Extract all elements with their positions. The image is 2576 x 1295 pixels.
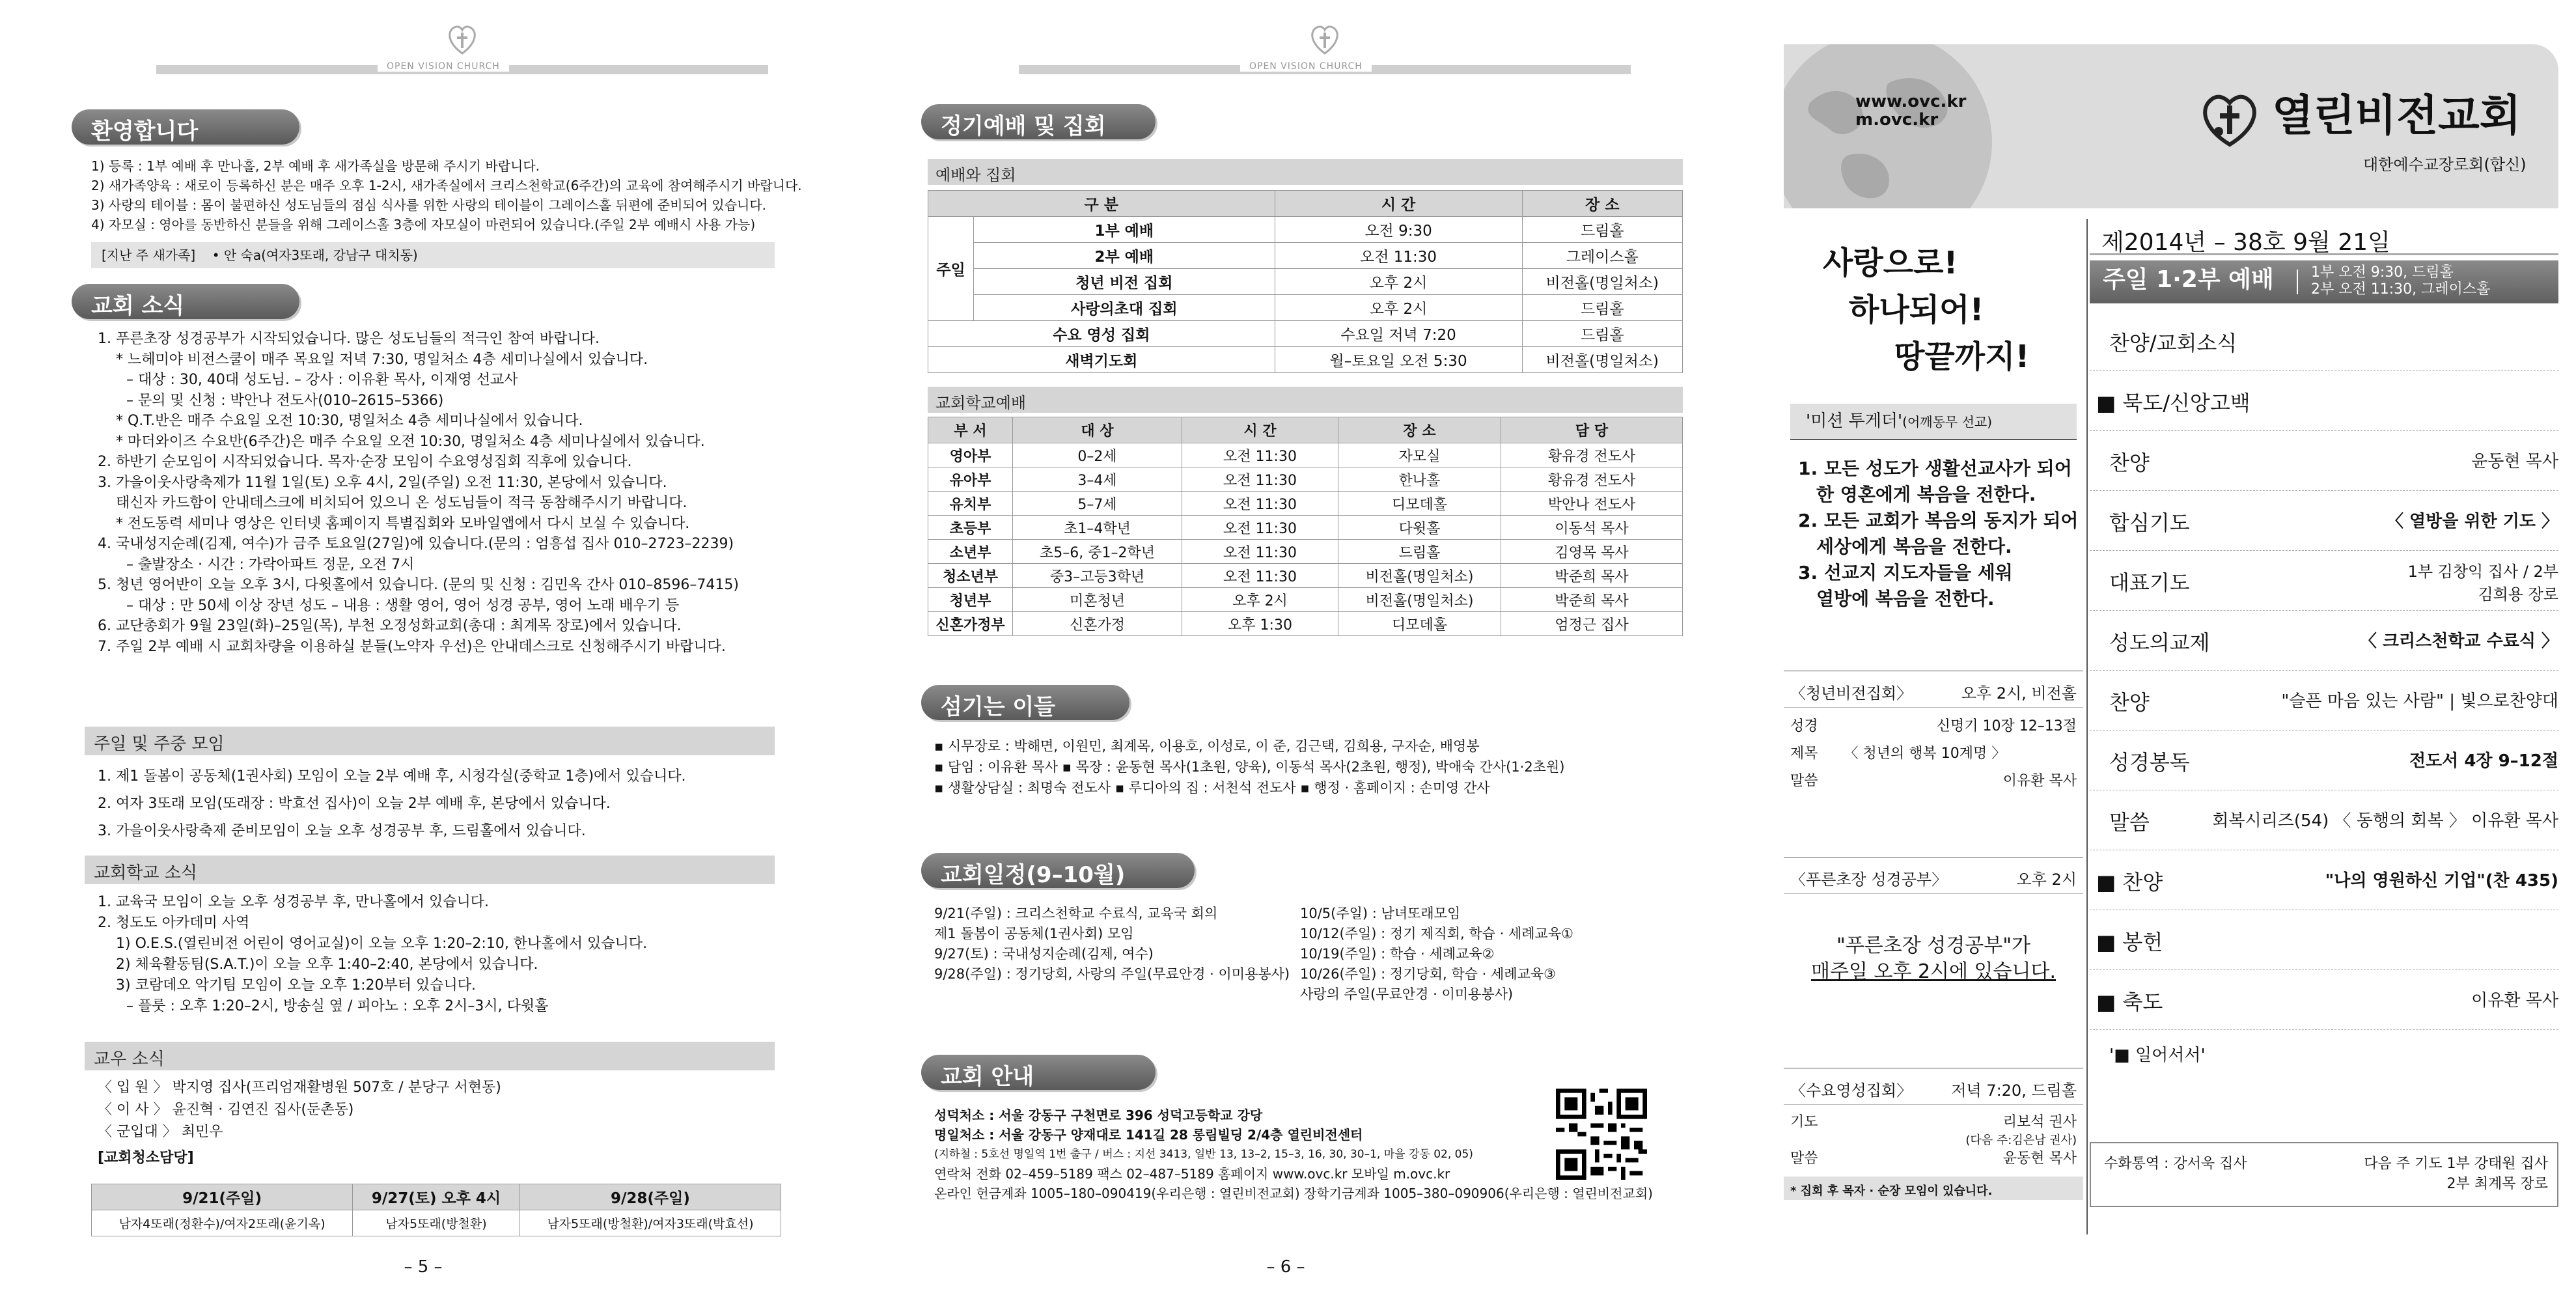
clean-head: 9/21(주일)	[92, 1184, 353, 1210]
school-head: 담 당	[1501, 417, 1683, 443]
welcome-line: 4) 자모실 : 영아를 동반하신 분들을 위해 그레이스홀 3층에 자모실이 마련되어 있습니다.(주일 2부 예배시 사용 가능)	[91, 217, 756, 232]
slogan-line: 땅끝까지!	[1894, 339, 2030, 375]
order-detail: "나의 영원하신 기업"(찬 435)	[2325, 871, 2558, 891]
schedule-right	[1300, 904, 1573, 1005]
column-divider	[2086, 219, 2088, 1234]
youth-key: 제목	[1790, 745, 1818, 762]
schedule-left	[934, 904, 1290, 984]
order-item: 찬양/교회소식	[2109, 331, 2237, 355]
order-detail: 〈 크리스천학교 수료식 〉	[2359, 632, 2558, 651]
school-rows	[928, 443, 1683, 636]
youth-rows	[1784, 708, 2083, 795]
worship-cell: 월–토요일 오전 5:30	[1275, 347, 1522, 373]
schedule-line: 9/21(주일) : 크리스천학교 수료식, 교육국 회의	[934, 906, 1218, 921]
wed-time: 저녁 7:20, 드림홀	[1951, 1081, 2077, 1100]
schedule-line: 사랑의 주일(무료안경 · 이미용봉사)	[1300, 986, 1514, 1002]
school-table	[928, 417, 1683, 636]
worship-cell: 오후 2시	[1275, 269, 1522, 295]
news-line: – 대상 : 만 50세 이상 장년 성도 – 내용 : 생활 영어, 영어 성경 공부, 영어 노래 배우기 등	[126, 597, 680, 614]
welcome-line: 1) 등록 : 1부 예배 후 만나홀, 2부 예배 후 새가족실을 방문해 주시기 바랍니다.	[91, 158, 540, 174]
service-time: 2부 오전 11:30, 그레이스홀	[2311, 281, 2491, 298]
school-line: 1. 교육국 모임이 오늘 오후 성경공부 후, 만나홀에서 있습니다.	[98, 894, 489, 910]
school-line: 3) 코람데오 악기팀 모임이 오늘 오후 1:20부터 있습니다.	[116, 977, 476, 994]
mission-line: 열방에 복음을 전한다.	[1816, 588, 1995, 609]
school-cell: 오전 11:30	[1182, 564, 1338, 588]
wed-title: 〈수요영성집회〉	[1790, 1081, 1913, 1100]
order-row	[2090, 792, 2558, 850]
bible-notice-line: "푸른초장 성경공부"가	[1836, 934, 2030, 957]
school-line: 2. 청도도 아카데미 사역	[98, 915, 250, 931]
school-cell: 박안나 전도사	[1501, 492, 1683, 516]
youth-key: 말씀	[1790, 773, 1818, 789]
school-list	[98, 892, 647, 1017]
worship-table	[928, 190, 1683, 373]
order-row	[2090, 672, 2558, 731]
denomination: 대한예수교장로회(합신)	[2363, 156, 2527, 174]
school-cell: 오전 11:30	[1182, 443, 1338, 467]
school-head: 시 간	[1182, 417, 1338, 443]
order-item: 성도의교제	[2109, 630, 2210, 655]
duty-line: 다음 주 기도 1부 강태원 집사	[2364, 1156, 2548, 1172]
mission-line: 2. 모든 교회가 복음의 동지가 되어	[1798, 510, 2079, 531]
order-detail: 1부 김창익 집사 / 2부 김희용 장로	[2407, 563, 2558, 604]
order-item: ■ 묵도/신앙고백	[2096, 391, 2251, 415]
news-list	[98, 329, 739, 657]
school-head: 부 서	[928, 417, 1013, 443]
info-line: 연락처 전화 02–459–5189 팩스 02–487–5189 홈페이지 www.ovc.kr 모바일 m.ovc.kr	[934, 1166, 1450, 1182]
worship-cell: 2부 예배	[974, 243, 1275, 269]
news-line: * Q.T.반은 매주 수요일 오전 10:30, 명일처소 4층 세미나실에서 있습니다.	[116, 413, 583, 429]
mission-line: 1. 모든 성도가 생활선교사가 되어	[1798, 458, 2072, 479]
welcome-title: 환영합니다	[72, 109, 299, 145]
order-row	[2090, 432, 2558, 491]
worship-cell: 새벽기도회	[928, 347, 1275, 373]
school-cell: 오전 11:30	[1182, 492, 1338, 516]
schedule-title: 교회일정(9–10월)	[921, 853, 1195, 888]
youth-key: 성경	[1790, 718, 1818, 734]
school-cell: 오후 2시	[1182, 588, 1338, 612]
schedule-line: 제1 돌봄이 공동체(1권사회) 모임	[934, 926, 1134, 941]
school-cell: 황유경 전도사	[1501, 467, 1683, 492]
page-header	[1019, 20, 1631, 85]
school-line: 2) 체육활동팀(S.A.T.)이 오늘 오후 1:40–2:40, 본당에서 있습니다.	[116, 956, 538, 973]
wed-key: 기도	[1790, 1114, 1818, 1130]
schedule-line: 10/26(주일) : 정기당회, 학습 · 세례교육③	[1300, 966, 1556, 982]
school-cell: 드림홀	[1338, 540, 1501, 564]
order-row	[2090, 313, 2558, 371]
staff-line: ▪ 생활상담실 : 최명숙 전도사 ▪ 루디아의 집 : 서천석 전도사 ▪ 행정 · 홈페이지 : 손미영 간사	[934, 780, 1490, 796]
member-line: 〈 입 원 〉 박지영 집사(프리엄재활병원 507호 / 분당구 서현동)	[98, 1079, 501, 1096]
worship-cell: 1부 예배	[974, 217, 1275, 243]
mission-sub: (어깨동무 선교)	[1902, 414, 1993, 430]
last-week-box	[91, 242, 775, 268]
worship-cell: 비전홀(명일처소)	[1522, 347, 1682, 373]
page-6	[863, 0, 1709, 1295]
youth-time: 오후 2시, 비전홀	[1961, 684, 2077, 703]
school-head: 대 상	[1013, 417, 1182, 443]
schedule-line: 10/19(주일) : 학습 · 세례교육②	[1300, 946, 1495, 962]
worship-cell: 청년 비전 집회	[974, 269, 1275, 295]
bible-notice	[1784, 894, 2083, 985]
church-logo-icon	[1305, 20, 1344, 59]
gather-line: 3. 가을이웃사랑축제 준비모임이 오늘 오후 성경공부 후, 드림홀에서 있습니다.	[98, 823, 586, 839]
church-en-name: OPEN VISION CHURCH	[378, 61, 509, 72]
last-week-label: [지난 주 새가족]	[102, 247, 196, 263]
order-row	[2090, 1031, 2558, 1077]
worship-cell: 오전 11:30	[1275, 243, 1522, 269]
worship-cell: 수요일 저녁 7:20	[1275, 321, 1522, 347]
news-line: – 문의 및 신청 : 박안나 전도사(010–2615–5366)	[126, 392, 444, 409]
news-line: 1. 푸른초장 성경공부가 시작되었습니다. 많은 성도님들의 적극인 참여 바랍니다.	[98, 331, 600, 347]
school-cell: 초1–4학년	[1013, 516, 1182, 540]
info-line: (지하철 : 5호선 명일역 1번 출구 / 버스 : 지선 3413, 일반 13, 13–2, 15–3, 16, 30, 30–1, 마을 강동 02, 05)	[934, 1148, 1473, 1161]
order-detail: 회복시리즈(54) 〈 동행의 회복 〉 이유환 목사	[2212, 811, 2558, 831]
order-item: ■ 봉헌	[2096, 930, 2163, 954]
member-title: 교우 소식	[85, 1042, 775, 1070]
worship-cell: 드림홀	[1522, 217, 1682, 243]
order-item: 대표기도	[2109, 570, 2190, 595]
order-item: ■ 찬양	[2096, 870, 2163, 895]
school-cell: 오전 11:30	[1182, 467, 1338, 492]
school-cell: 김영목 목사	[1501, 540, 1683, 564]
issue-date: 제2014년 – 38호 9월 21일	[2090, 219, 2558, 255]
news-line: 3. 가을이웃사랑축제가 11월 1일(토) 오후 4시, 2일(주일) 오전 11:30, 본당에서 있습니다.	[98, 474, 667, 491]
clean-cell: 남자5또래(방철환)	[353, 1210, 520, 1236]
news-line: 4. 국내성지순례(김제, 여수)가 금주 토요일(27일)에 있습니다.(문의 : 엄흥섭 집사 010–2723–2239)	[98, 536, 734, 552]
school-cell: 다윗홀	[1338, 516, 1501, 540]
school-cell: 디모데홀	[1338, 492, 1501, 516]
school-cell: 5–7세	[1013, 492, 1182, 516]
clean-cell: 남자4또래(정환수)/여자2또래(윤기옥)	[92, 1210, 353, 1236]
school-line: 1) O.E.S.(열린비전 어린이 영어교실)이 오늘 오후 1:20–2:10, 한나홀에서 있습니다.	[116, 936, 648, 952]
order-item: 성경봉독	[2109, 750, 2190, 775]
worship-cell: 오후 2시	[1275, 295, 1522, 321]
order-row	[2090, 852, 2558, 910]
school-cell: 영아부	[928, 443, 1013, 467]
school-row	[928, 564, 1683, 588]
news-line: 6. 교단총회가 9월 23일(화)–25일(목), 부천 오정성화교회(총대 : 최계목 장로)에서 있습니다.	[98, 618, 682, 634]
school-cell: 자모실	[1338, 443, 1501, 467]
order-detail: "슬픈 마음 있는 사람" | 빛으로찬양대	[2281, 691, 2558, 711]
school-cell: 비전홀(명일처소)	[1338, 588, 1501, 612]
school-cell: 유아부	[928, 467, 1013, 492]
order-item: ■ 축도	[2096, 990, 2163, 1014]
school-row	[928, 612, 1683, 636]
service-name: 주일 1·2부 예배	[2103, 266, 2274, 293]
mission-line: 세상에게 복음을 전한다.	[1816, 536, 2012, 557]
order-of-worship	[2090, 313, 2558, 1087]
member-line: 〈 군입대 〉 최민우	[98, 1124, 223, 1140]
worship-cell: 수요 영성 집회	[928, 321, 1275, 347]
qr-code-icon	[1556, 1089, 1647, 1180]
page-5	[0, 0, 846, 1295]
worship-title: 정기예배 및 집회	[921, 104, 1156, 139]
wed-key: 말씀	[1790, 1150, 1818, 1167]
order-row	[2090, 372, 2558, 431]
order-detail: 〈 열방을 위한 기도 〉	[2386, 512, 2558, 531]
member-line: 〈 이 사 〉 윤진혁 · 김연진 집사(둔촌동)	[98, 1102, 354, 1118]
news-line: * 전도동력 세미나 영상은 인터넷 홈페이지 특별집회와 모바일앱에서 다시 보실 수 있습니다.	[116, 515, 690, 532]
clean-head: 9/28(주일)	[519, 1184, 781, 1210]
school-cell: 신혼가정	[1013, 612, 1182, 636]
school-cell: 한나홀	[1338, 467, 1501, 492]
bible-box	[1784, 857, 2083, 985]
website-url[interactable]: www.ovc.kr	[1855, 92, 1967, 111]
news-line: – 대상 : 30, 40대 성도님. – 강사 : 이유환 목사, 이재영 선교사	[126, 372, 518, 388]
info-line: 성덕처소 : 서울 강동구 구천면로 396 성덕고등학교 강당	[934, 1107, 1263, 1123]
mobile-url[interactable]: m.ovc.kr	[1855, 110, 1939, 130]
school-row	[928, 588, 1683, 612]
school-row	[928, 467, 1683, 492]
page-header	[156, 20, 768, 85]
schedule-line: 10/5(주일) : 남녀또래모임	[1300, 906, 1461, 921]
worship-cell: 드림홀	[1522, 321, 1682, 347]
staff-list	[934, 736, 1564, 798]
gather-line: 1. 제1 돌봄이 공동체(1권사회) 모임이 오늘 2부 예배 후, 시청각실(중학교 1층)에서 있습니다.	[98, 768, 686, 785]
school-sub: 교회학교예배	[928, 387, 1683, 413]
info-title: 교회 안내	[921, 1055, 1156, 1090]
worship-cell: 드림홀	[1522, 295, 1682, 321]
last-week-names: • 안 숙a(여자3또래, 강남구 대치동)	[212, 247, 418, 263]
school-head: 장 소	[1338, 417, 1501, 443]
clean-label: [교회청소담당]	[98, 1150, 194, 1166]
school-cell: 중3–고등3학년	[1013, 564, 1182, 588]
school-cell: 미혼청년	[1013, 588, 1182, 612]
school-cell: 유치부	[928, 492, 1013, 516]
order-item: 찬양	[2109, 451, 2150, 475]
school-title: 교회학교 소식	[85, 856, 775, 884]
worship-cell: 사랑의초대 집회	[974, 295, 1275, 321]
staff-title: 섬기는 이들	[921, 685, 1129, 720]
school-cell: 3–4세	[1013, 467, 1182, 492]
wed-val: (다음 주:김은남 권사)	[1965, 1134, 2077, 1147]
school-row	[928, 516, 1683, 540]
order-row	[2090, 971, 2558, 1030]
info-list	[934, 1106, 1653, 1203]
mission-header	[1790, 404, 2077, 440]
church-name: 열린비전교회	[2272, 91, 2521, 141]
gather-list	[98, 763, 686, 845]
school-cell: 박준희 목사	[1501, 588, 1683, 612]
worship-cell: 비전홀(명일처소)	[1522, 269, 1682, 295]
school-row	[928, 492, 1683, 516]
duty-left: 수화통역 : 강서욱 집사	[2104, 1156, 2247, 1172]
bible-notice-line: 매주일 오후 2시에 있습니다.	[1810, 960, 2056, 983]
school-cell: 소년부	[928, 540, 1013, 564]
school-cell: 초등부	[928, 516, 1013, 540]
school-cell: 디모데홀	[1338, 612, 1501, 636]
school-cell: 0–2세	[1013, 443, 1182, 467]
school-cell: 비전홀(명일처소)	[1338, 564, 1501, 588]
gather-line: 2. 여자 3또래 모임(또래장 : 박효선 집사)이 오늘 2부 예배 후, 본당에서 있습니다.	[98, 796, 611, 812]
staff-line: ▪ 담임 : 이유환 목사 ▪ 목장 : 윤동현 목사(1초원, 양육), 이동석 목사(2초원, 행정), 박애숙 간사(1·2초원)	[934, 759, 1565, 775]
school-line: – 플룻 : 오후 1:20–2시, 방송실 옆 / 피아노 : 오후 2시–3시, 다윗홀	[126, 998, 549, 1014]
page-number: – 5 –	[404, 1257, 443, 1277]
worship-head: 구 분	[928, 191, 1275, 217]
school-cell: 박준희 목사	[1501, 564, 1683, 588]
youth-val: 신명기 10장 12–13절	[1936, 718, 2077, 734]
slogan	[1823, 240, 2029, 380]
duty-right	[2364, 1154, 2548, 1194]
welcome-line: 2) 새가족양육 : 새로이 등록하신 분은 매주 오후 1-2시, 새가족실에서 크리스천학교(6주간)의 교육에 참여해주시기 바랍니다.	[91, 178, 802, 193]
school-row	[928, 540, 1683, 564]
wed-val: 윤동현 목사	[2002, 1150, 2077, 1167]
staff-line: ▪ 시무장로 : 박해면, 이원민, 최계목, 이용호, 이성로, 이 준, 김근택, 김희용, 구자순, 배영봉	[934, 738, 1480, 754]
order-detail: 이유환 목사	[2471, 991, 2558, 1010]
order-row	[2090, 612, 2558, 671]
youth-title: 〈청년비전집회〉	[1790, 684, 1913, 703]
clean-table	[91, 1184, 781, 1236]
worship-group: 주일	[928, 217, 974, 321]
news-line: 5. 청년 영어반이 오늘 오후 3시, 다윗홀에서 있습니다. (문의 및 신청 : 김민옥 간사 010–8596–7415)	[98, 577, 739, 593]
schedule-line: 10/12(주일) : 정기 제직회, 학습 · 세례교육①	[1300, 926, 1573, 941]
slogan-line: 하나되어!	[1849, 292, 1984, 328]
youth-val: 이유환 목사	[2002, 773, 2077, 789]
order-item: 말씀	[2109, 810, 2150, 835]
order-row	[2090, 552, 2558, 611]
mission-list	[1798, 456, 2079, 612]
worship-head: 장 소	[1522, 191, 1682, 217]
church-logo-icon	[443, 20, 482, 59]
youth-box	[1784, 671, 2083, 795]
school-cell: 초5–6, 중1–2학년	[1013, 540, 1182, 564]
school-cell: 오전 11:30	[1182, 516, 1338, 540]
wed-val: 리보석 권사	[2002, 1114, 2077, 1130]
clean-head: 9/27(토) 오후 4시	[353, 1184, 520, 1210]
wed-rows	[1784, 1105, 2083, 1170]
divider	[2297, 270, 2298, 294]
order-item: 합심기도	[2109, 510, 2190, 535]
clean-cell: 남자5또래(방철환)/여자3또래(박효선)	[519, 1210, 781, 1236]
order-row	[2090, 912, 2558, 970]
wed-note: * 집회 후 목자 · 순장 모임이 있습니다.	[1784, 1177, 2083, 1200]
member-list	[98, 1077, 501, 1169]
worship-cell: 오전 9:30	[1275, 217, 1522, 243]
school-cell: 신혼가정부	[928, 612, 1013, 636]
news-line: 태신자 카드함이 안내데스크에 비치되어 있으니 온 성도님들이 적극 동참해주시기 바랍니다.	[116, 495, 687, 511]
news-line: * 느헤미야 비전스쿨이 매주 목요일 저녁 7:30, 명일처소 4층 세미나실에서 있습니다.	[116, 351, 648, 368]
news-line: 7. 주일 2부 예배 시 교회차량을 이용하실 분들(노약자 우선)은 안내데스크로 신청해주시기 바랍니다.	[98, 638, 726, 655]
cover-banner	[1784, 44, 2558, 208]
service-times	[2311, 264, 2490, 298]
info-line: 온라인 헌금계좌 1005–180–090419(우리은행 : 열린비전교회) 장학기금계좌 1005–380–090906(우리은행 : 열린비전교회)	[934, 1186, 1653, 1201]
worship-head: 시 간	[1275, 191, 1522, 217]
service-time: 1부 오전 9:30, 드림홀	[2311, 264, 2454, 281]
schedule-line: 9/27(토) : 국내성지순례(김제, 여수)	[934, 946, 1154, 962]
mission-line: 3. 선교지 지도자들을 세워	[1798, 562, 2013, 583]
order-item: '■ 일어서서'	[2109, 1046, 2206, 1065]
news-line: – 출발장소 · 시간 : 가락아파트 정문, 오전 7시	[126, 556, 415, 573]
url-block	[1855, 92, 1967, 129]
church-logo-icon	[2194, 85, 2265, 150]
school-cell: 오전 11:30	[1182, 540, 1338, 564]
duty-line: 2부 최계목 장로	[2446, 1176, 2548, 1192]
mission-line: 한 영혼에게 복음을 전한다.	[1816, 484, 2036, 505]
worship-cell: 그레이스홀	[1522, 243, 1682, 269]
welcome-line: 3) 사랑의 테이블 : 몸이 불편하신 성도님들의 점심 식사를 위한 사랑의 테이블이 그레이스홀 뒤편에 준비되어 있습니다.	[91, 197, 767, 213]
school-row	[928, 443, 1683, 467]
school-cell: 이동석 목사	[1501, 516, 1683, 540]
bible-title: 〈푸른초장 성경공부〉	[1790, 870, 1948, 889]
worship-sub: 예배와 집회	[928, 159, 1683, 185]
page-cover	[1725, 0, 2576, 1295]
slogan-line: 사랑으로!	[1823, 245, 1958, 281]
news-title: 교회 소식	[72, 284, 299, 319]
news-line: 2. 하반기 순모임이 시작되었습니다. 목자·순장 모임이 수요영성집회 직후에 있습니다.	[98, 454, 632, 470]
duty-box	[2090, 1142, 2558, 1207]
school-cell: 엄정근 집사	[1501, 612, 1683, 636]
order-row	[2090, 732, 2558, 790]
school-cell: 오후 1:30	[1182, 612, 1338, 636]
school-cell: 황유경 전도사	[1501, 443, 1683, 467]
page-number: – 6 –	[1266, 1257, 1305, 1277]
bible-time: 오후 2시	[2016, 870, 2077, 889]
youth-val: 〈 청년의 행복 10계명 〉	[1844, 745, 2006, 762]
order-row	[2090, 492, 2558, 551]
gather-title: 주일 및 주중 모임	[85, 727, 775, 755]
welcome-list	[91, 156, 802, 234]
wed-box	[1784, 1068, 2083, 1200]
order-detail: 윤동현 목사	[2471, 452, 2558, 471]
order-detail: 전도서 4장 9–12절	[2409, 751, 2558, 771]
order-item: 찬양	[2109, 690, 2150, 715]
church-en-name: OPEN VISION CHURCH	[1240, 61, 1372, 72]
info-line: 명일처소 : 서울 강동구 양재대로 141길 28 롱림빌딩 2/4층 열린비전센터	[934, 1127, 1363, 1143]
school-cell: 청년부	[928, 588, 1013, 612]
mission-title: '미션 투게더'	[1806, 411, 1903, 431]
schedule-line: 9/28(주일) : 정기당회, 사랑의 주일(무료안경 · 이미용봉사)	[934, 966, 1290, 982]
news-line: * 마더와이즈 수요반(6주간)은 매주 수요일 오전 10:30, 명일처소 4층 세미나실에서 있습니다.	[116, 433, 705, 450]
school-cell: 청소년부	[928, 564, 1013, 588]
service-bar	[2090, 260, 2558, 303]
